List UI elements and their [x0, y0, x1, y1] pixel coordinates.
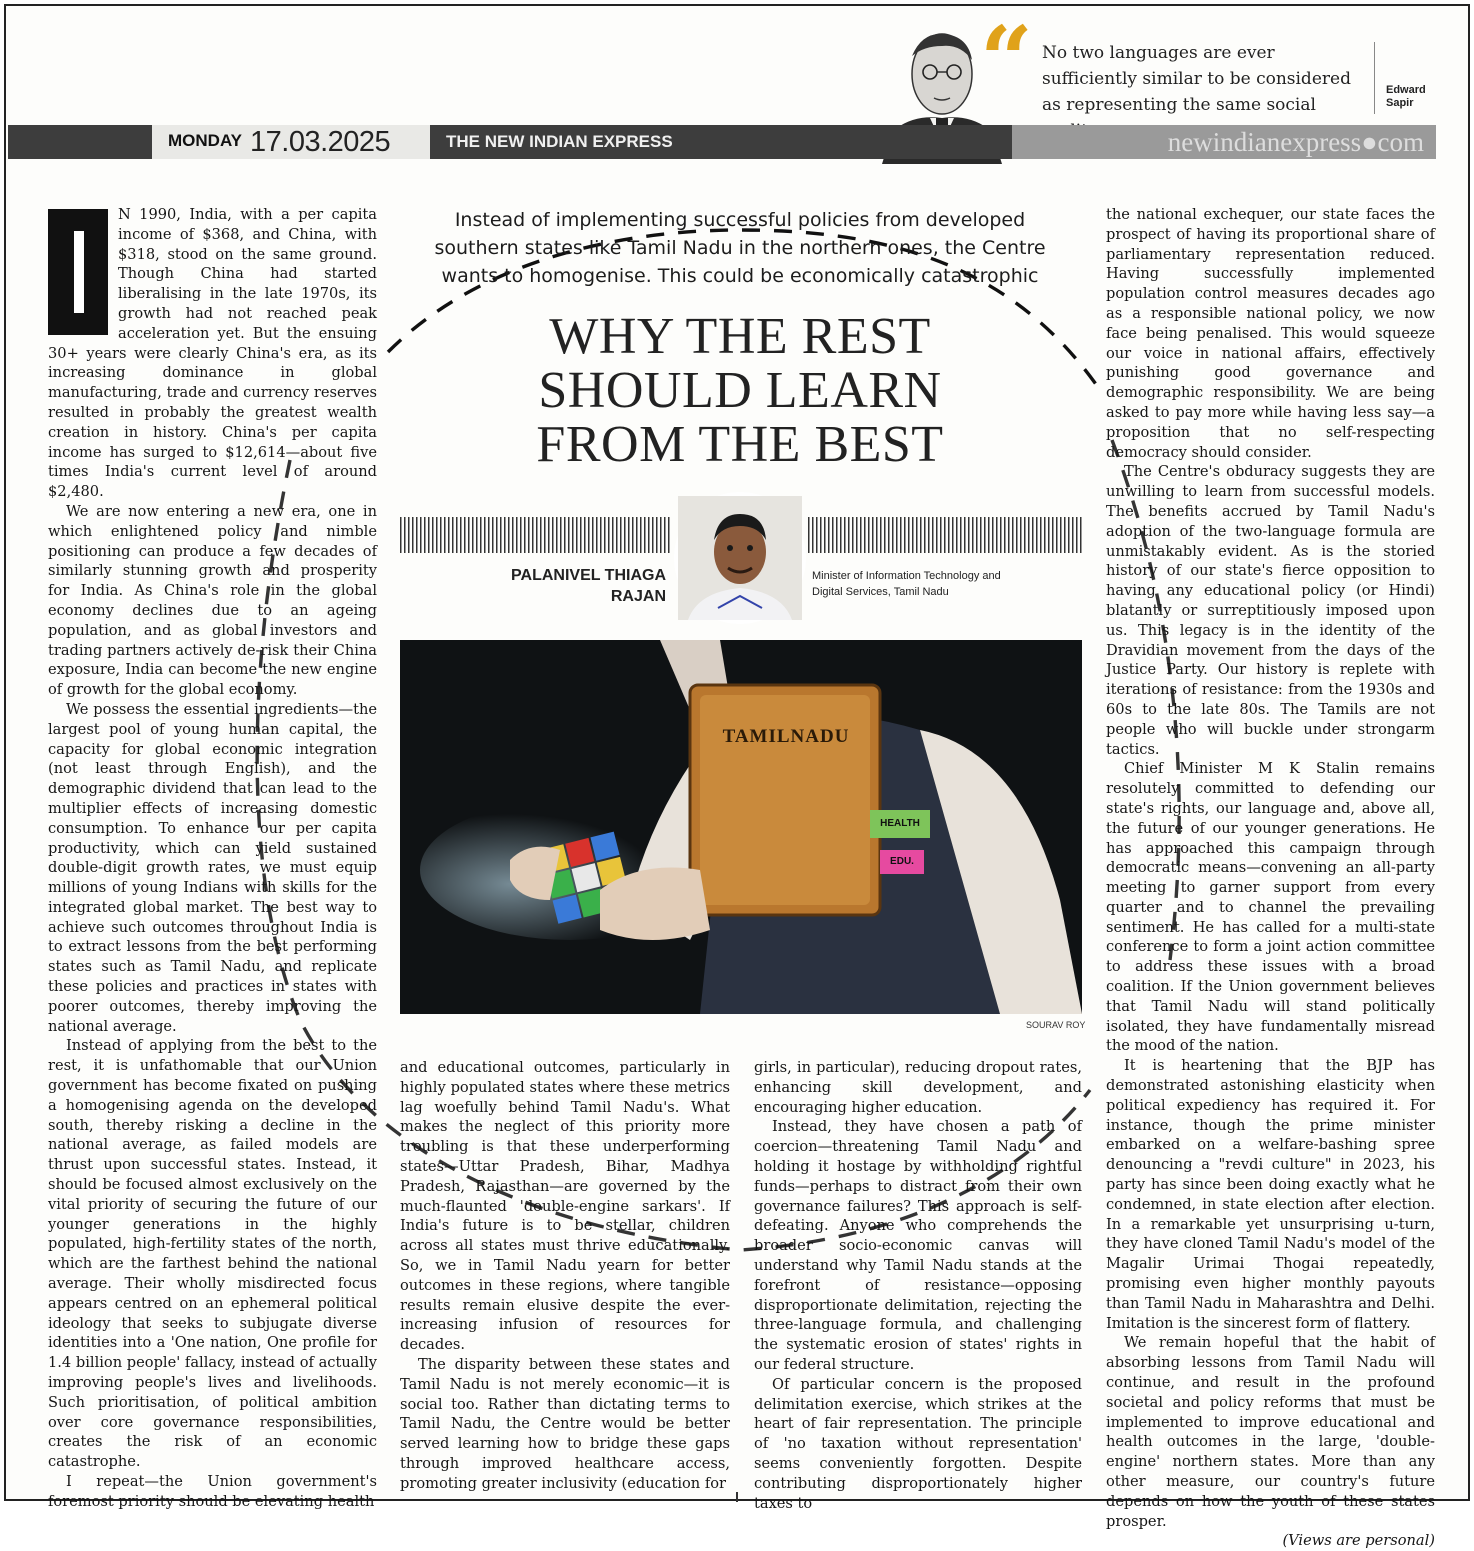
paragraph: Instead of applying from the best to the rest, it is unfathomable that our Union government has become fixated on pushing a homogenising agenda on the developed south, thereby risking a decline in the national average, as failed models are thrust upon successful states. Instead, it should be focused almost exclusively on the vital priority of securing the future of our younger generations in the highly populated, high-fertility states of the north, which are the farthest behind the national average. Their wholly misdirected focus appears centred on an ephemeral political ideology that seeks to subjugate diverse identities into a 'One nation, One profile for 1.4 billion people' fallacy, instead of actually improving people's lives and livelihoods. Such prioritisation, of political ambition over core governance responsibilities, creates the risk of an economic catastrophe.: [48, 1037, 377, 1471]
paragraph: the national exchequer, our state faces the prospect of having its proportional share of parliamentary representation reduced. Having successfully implemented population control measures decades ago as a responsible national policy, we now face being penalised. This would squeeze our voice in national affairs, effectively punishing good governance and demographic responsibility. We are being asked to pay more while having less say—a proposition that no self-respecting democracy should consider.: [1106, 206, 1435, 461]
paragraph: N 1990, India, with a per capita income of $368, and China, with $318, stood on the same ground. Though China had started liberalising in the late 1970s, its growth had not reached peak acceleration yet. But the ensuing 30+ years were clearly China's era, as its increasing dominance in global manufacturing, trade and currency reserves resulted in probably the greatest wealth creation in history. China's per capita income has surged to $12,614—about five times India's current level of around $2,480.: [48, 206, 377, 501]
paragraph: We remain hopeful that the habit of absorbing lessons from Tamil Nadu will continue, and result in the profound societal and policy reforms that must be implemented to improve educational and health outcomes in the large, 'double-engine' northern states. More than any other measure, our country's future depends on how the youth of these states prosper.: [1106, 1334, 1435, 1530]
edu-tag: EDU.: [890, 856, 914, 867]
quote-divider: [1374, 42, 1375, 114]
paragraph: girls, in particular), reducing dropout rates, enhancing skill development, and encouraging higher education.: [754, 1059, 1082, 1116]
paper-name: THE NEW INDIAN EXPRESS: [446, 132, 673, 151]
paragraph: I repeat—the Union government's foremost priority should be elevating health: [48, 1473, 377, 1510]
quote-text: No two languages are ever sufficiently similar to be considered as representing the same social: [1042, 43, 1351, 115]
fold-mark: [736, 1492, 738, 1502]
author-avatar: [674, 492, 806, 624]
hatch-divider-left: [400, 517, 670, 553]
paragraph: and educational outcomes, particularly in highly populated states where these metrics lag woefully behind Tamil Nadu's. What makes the neglect of this priority more troubling is that these underperforming states—Uttar Pradesh, Bihar, Madhya Pradesh, Rajasthan—are governed by the much-flaunted 'double-engine sarkars'. If India's future is to be stellar, children across all states must thrive educationally. So, we in Tamil Nadu yearn for better outcomes in these regions, where tangible results remain elusive despite the ever-increasing infusion of resources for decades.: [400, 1059, 730, 1354]
article-column-3: [754, 1058, 1082, 1513]
cartoon-illustration: [400, 640, 1082, 1014]
drop-cap-i: [48, 209, 108, 335]
author-photo-icon: [678, 496, 802, 620]
article-deck: Instead of implementing successful policies from developed southern states like Tamil Nadu in the northern ones, the Centre wants to homogenise. This could be economically catastrophic: [434, 209, 1046, 287]
article-headline: WHY THE REST SHOULD LEARN FROM THE BEST: [536, 308, 944, 473]
paragraph: We are now entering a new era, one in which enlightened policy and nimble positioning can produce a few decades of similarly stunning growth and prosperity for India. As China's role in the global economy declines due to an ageing population, and as global investors and trading partners actively de-risk their China exposure, India can become the new engine of growth for the global economy.: [48, 502, 377, 699]
health-tag: HEALTH: [880, 818, 920, 829]
views-disclaimer: (Views are personal): [1282, 1532, 1435, 1550]
article-column-4: [1106, 205, 1435, 1551]
editorial-illustration: [400, 640, 1082, 1014]
paragraph: We possess the essential ingredients—the largest pool of young human capital, the capacity for global economic integration (not least through English), and the demographic dividend that can lead to the multiplier effects of increasing domestic consumption. To enhance our per capita productivity, which can yield sustained double-digit growth rates, we must equip millions of young Indians with skills for the integrated global market. The best way to achieve such outcomes throughout India is to extract lessons from the best performing states such as Tamil Nadu, and replicate these policies and practices in states with poorer outcomes, thereby improving the national average.: [48, 700, 377, 1035]
article-column-2: [400, 1058, 730, 1494]
hatch-divider-right: [808, 517, 1082, 553]
paragraph: Chief Minister M K Stalin remains resolutely committed to defending our state's rights, our language and, above all, the future of our younger generations. He has approached this campaign through democratic means—convening an all-party meeting to garner support from every quarter and to channel the prevailing sentiment. He has called for a multi-state conference to form a joint action committee to address these issues with a broad coalition. If the Union government believes that Tamil Nadu will stand politically isolated, they have fundamentally misread the mood of the nation.: [1106, 760, 1435, 1055]
author-name: PALANIVEL THIAGA RAJAN: [511, 567, 666, 605]
paragraph: The disparity between these states and Tamil Nadu is not merely economic—it is social too. Rather than dictating terms to Tamil Nadu, the Centre would be better served learning how to bridge these gaps through improved healthcare access, promoting greater inclusivity (education for: [400, 1355, 730, 1492]
book-label: TAMILNADU: [722, 726, 850, 747]
day-label: MONDAY: [168, 131, 242, 150]
illustration-credit: SOURAV ROY: [1026, 1020, 1086, 1030]
paragraph: Instead, they have chosen a path of coercion—threatening Tamil Nadu and holding it hostage by withholding rightful funds—perhaps to distract from their own governance failures? This approach is self-defeating. Anyone who comprehends the broader socio-economic canvas will understand why Tamil Nadu stands at the forefront of resistance—opposing disproportionate delimitation, rejecting the three-language formula, and challenging the systematic erosion of states' rights in our federal structure.: [754, 1118, 1082, 1373]
paragraph: The Centre's obduracy suggests they are unwilling to learn from successful models. The benefits accrued by Tamil Nadu's adoption of the two-language formula are unmistakably evident. As is the storied history of our state's fierce opposition to having any educational policy (or Hindi) blatantly or surreptitiously imposed upon us. This legacy is in the identity of the Dravidian movement from the days of the Justice Party. Our history is replete with iterations of resistance: from the 1930s and 60s to the late 80s. The Tamils are not people who will buckle under strongarm tactics.: [1106, 463, 1435, 758]
article-column-1: [48, 205, 377, 1512]
paragraph: It is heartening that the BJP has demonstrated astonishing elasticity when political expediency has required it. For instance, though the prime minister embarked on a welfare-bashing spree denouncing a "revdi culture" in 2023, his party has since been doing exactly what he condemned, in state election after election. In a remarkable yet unsurprising u-turn, they have cloned Tamil Nadu's model of the Magalir Urimai Thogai repeatedly, promising even higher monthly payouts than Tamil Nadu in Maharashtra and Delhi. Imitation is the sincerest form of flattery.: [1106, 1057, 1435, 1332]
paragraph: Of particular concern is the proposed delimitation exercise, which strikes at the heart of fair representation. The principle of 'no taxation without representation' seems conveniently forgotten. Despite contributing disproportionately higher taxes to: [754, 1375, 1082, 1512]
quote-author: Edward Sapir: [1386, 84, 1426, 109]
quote-mark-icon: “: [980, 6, 1033, 114]
date-label: 17.03.2025: [250, 126, 391, 158]
author-role: Minister of Information Technology and Digital Services, Tamil Nadu: [812, 570, 1001, 598]
site-url[interactable]: newindianexpress●com: [1167, 127, 1424, 157]
